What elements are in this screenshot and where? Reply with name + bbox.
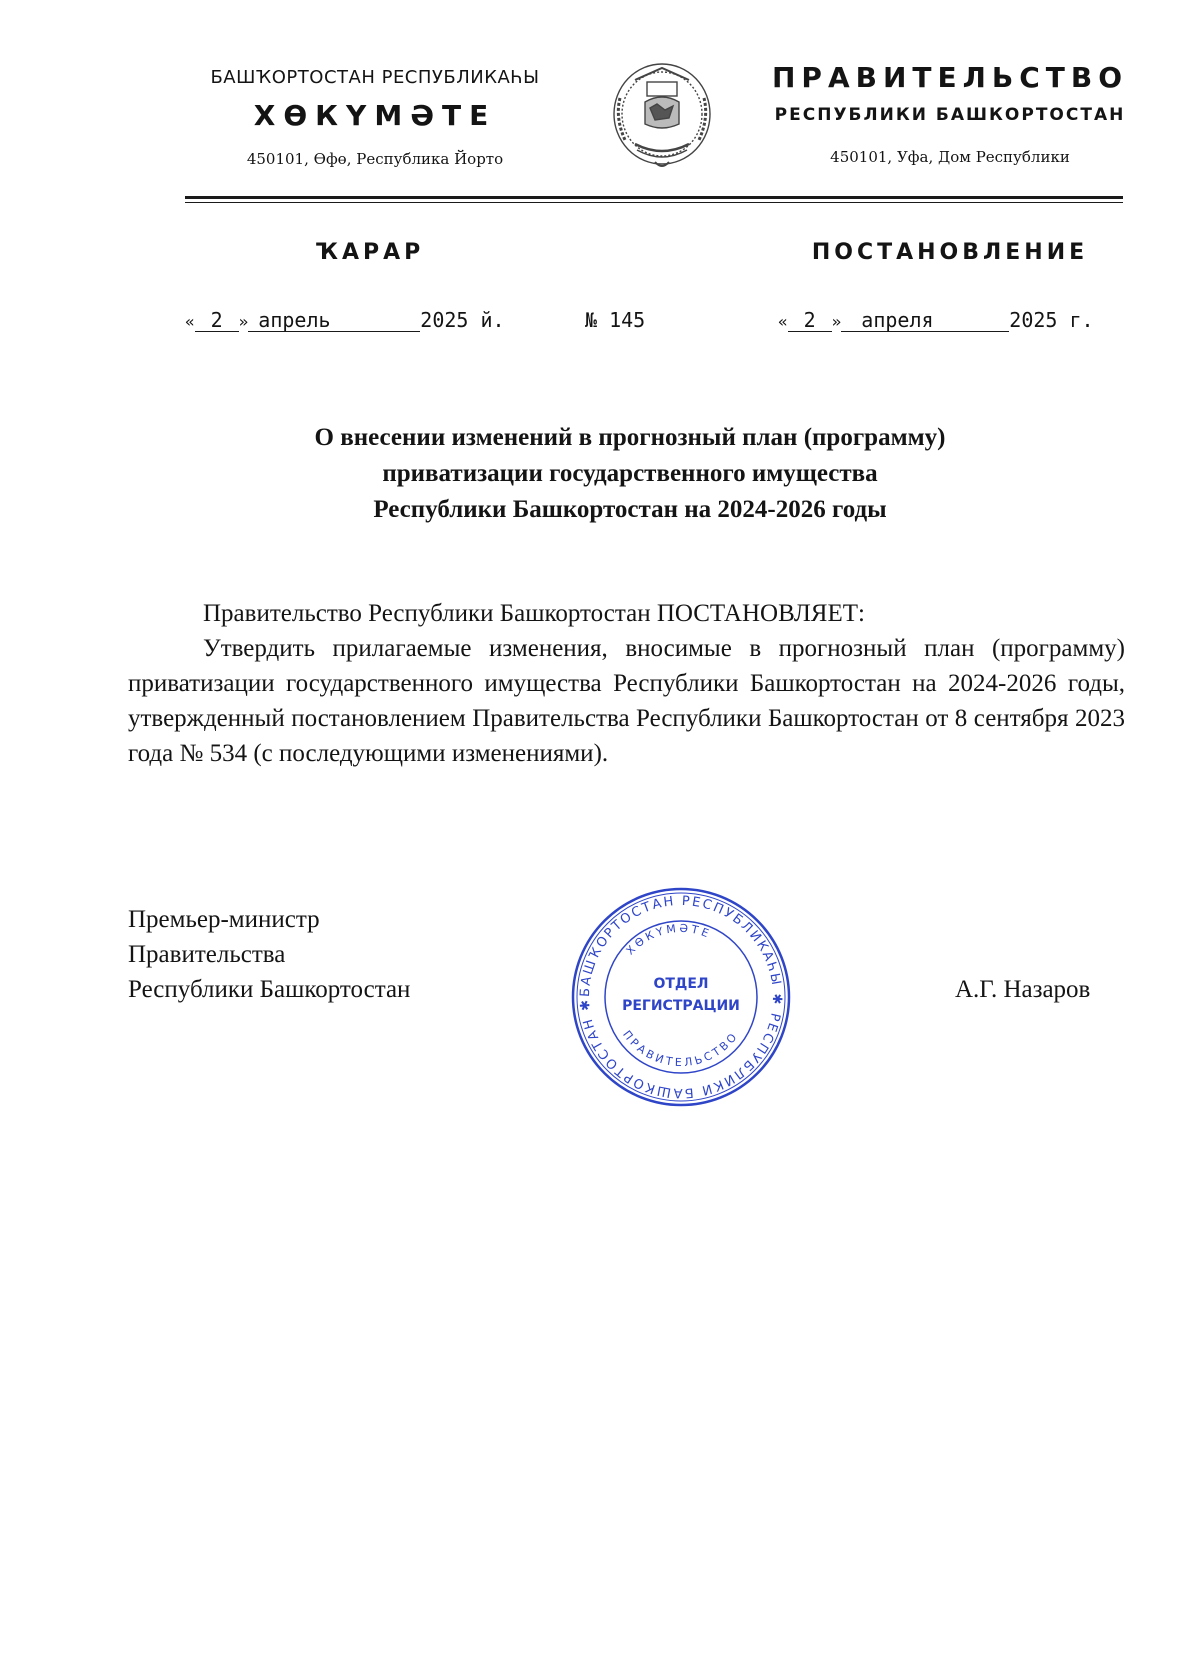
title-line-3: Республики Башкортостан на 2024-2026 годы xyxy=(373,496,887,523)
number-sign: № xyxy=(585,308,598,332)
date-right-year: 2025 xyxy=(1009,308,1058,332)
title-line-1: О внесении изменений в прогнозный план (программу) xyxy=(314,424,946,451)
date-left-open-quote: « xyxy=(185,312,195,331)
header-bashkir-block xyxy=(150,60,600,168)
date-left-close-quote: » xyxy=(238,312,249,331)
number-value: 145 xyxy=(609,308,646,332)
signatory-position-line-1: Премьер-министр xyxy=(128,906,320,933)
date-right-month: апреля xyxy=(841,309,1009,332)
registration-stamp xyxy=(568,884,794,1110)
header-divider-thick xyxy=(185,196,1123,199)
header-left-address: 450101, Өфө, Республика Йорто xyxy=(246,150,504,168)
date-right-suffix: г. xyxy=(1069,308,1094,332)
date-right-open-quote: « xyxy=(778,312,788,331)
stamp-inner-top-text: ХӨКҮМӘТЕ xyxy=(623,921,714,958)
svg-text:ХӨКҮМӘТЕ xyxy=(624,922,714,958)
header-divider-thin xyxy=(185,202,1123,203)
body-paragraph-resolution: Утвердить прилагаемые изменения, вносимые в прогнозный план (программу) приватизации государственного имущества Республики Башкортостан на 2024-2026 годы, утвержденный постановлением Правительства Республики Башкортостан от 8 сентября 2023 года № 534 (с последующими изменениями). xyxy=(128,635,1125,767)
header-left-republic: БАШҠОРТОСТАН РЕСПУБЛИКАҺЫ xyxy=(210,67,540,88)
header-russian-block xyxy=(750,60,1150,166)
signatory-position xyxy=(128,902,410,1007)
stamp-center-line-2: РЕГИСТРАЦИИ xyxy=(622,998,740,1014)
stamp-inner-bottom-text: ПРАВИТЕЛЬСТВО xyxy=(620,1028,742,1070)
svg-text:ПРАВИТЕЛЬСТВО xyxy=(620,1028,741,1069)
body-paragraph-intro: Правительство Республики Башкортостан ПОСТАНОВЛЯЕТ: xyxy=(203,600,865,627)
signatory-position-line-3: Республики Башкортостан xyxy=(128,976,411,1003)
header-right-address: 450101, Уфа, Дом Республики xyxy=(830,148,1070,166)
date-right xyxy=(778,308,1094,332)
date-right-close-quote: » xyxy=(831,312,842,331)
header-right-government: ПРАВИТЕЛЬСТВО xyxy=(771,61,1129,94)
date-left-month: апрель xyxy=(248,309,420,332)
coat-of-arms-emblem xyxy=(605,58,720,176)
date-left-year: 2025 xyxy=(420,308,469,332)
signatory-name: А.Г. Назаров xyxy=(955,976,1091,1003)
title-line-2: приватизации государственного имущества xyxy=(382,460,878,487)
doctype-postanovlenie: ПОСТАНОВЛЕНИЕ xyxy=(811,240,1089,265)
doctype-karar: ҠАРАР xyxy=(315,240,425,265)
stamp-outer-text: БАШҠОРТОСТАН РЕСПУБЛИКАҺЫ ✱ РЕСПУБЛИКИ БАШКОРТОСТАН ✱ xyxy=(577,893,785,1101)
date-left xyxy=(185,308,505,332)
stamp-center-line-1: ОТДЕЛ xyxy=(653,976,709,992)
date-right-day: 2 xyxy=(788,309,832,332)
date-left-day: 2 xyxy=(195,309,239,332)
date-left-suffix: й. xyxy=(480,308,505,332)
signatory-position-line-2: Правительства xyxy=(128,941,286,968)
header-right-republic: РЕСПУБЛИКИ БАШКОРТОСТАН xyxy=(774,105,1126,125)
document-number xyxy=(585,308,645,332)
header-left-government: ХӨКҮМӘТЕ xyxy=(253,99,497,132)
document-body xyxy=(128,596,1125,771)
document-title xyxy=(180,420,1080,528)
